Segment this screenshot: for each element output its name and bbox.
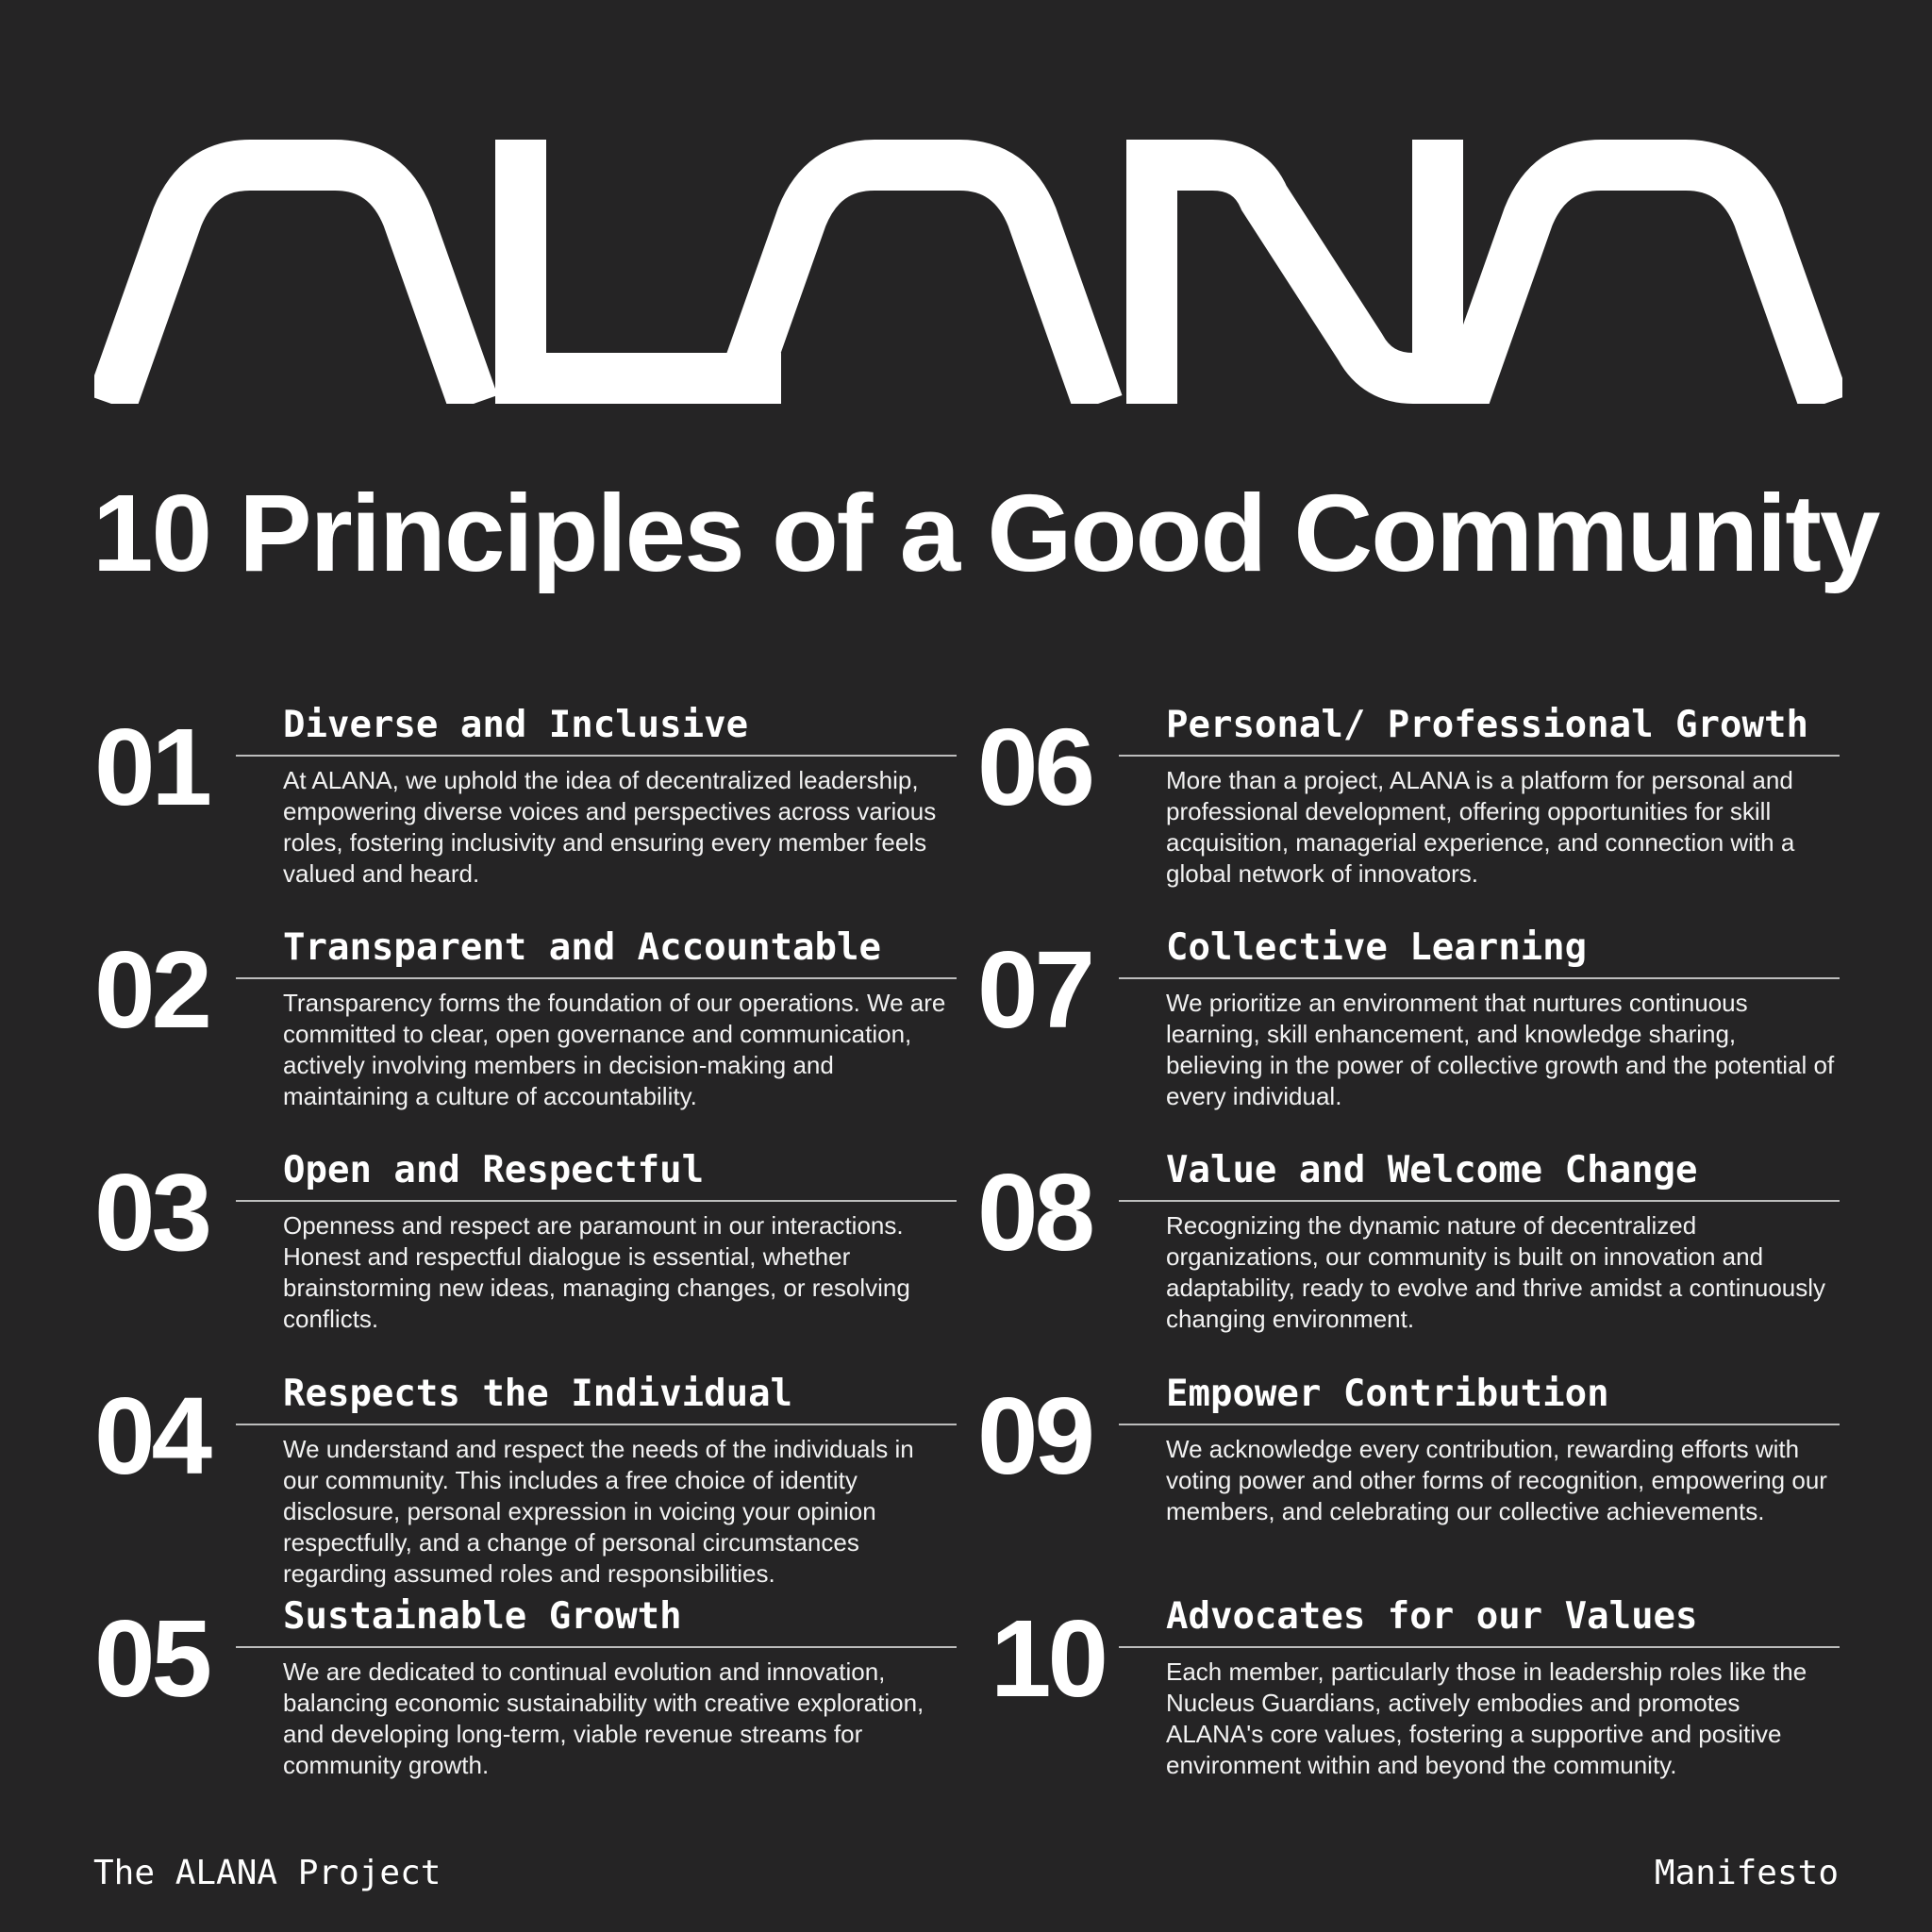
divider (236, 977, 957, 979)
principle-number: 07 (977, 928, 1092, 1051)
principle-02 (94, 926, 946, 1152)
alana-logo (94, 140, 1842, 404)
principle-title: Transparent and Accountable (283, 926, 881, 969)
divider (236, 1200, 957, 1202)
principle-title: Open and Respectful (283, 1149, 705, 1191)
principle-number: 05 (94, 1597, 209, 1720)
divider (236, 1424, 957, 1425)
principle-description: We prioritize an environment that nurtures continuous learning, skill enhancement, and knowledge sharing, believing in the power of collective growth and the potential of every individual. (1166, 989, 1835, 1110)
principle-number: 09 (977, 1374, 1092, 1497)
principle-number: 04 (94, 1374, 209, 1497)
principle-description: We are dedicated to continual evolution and innovation, balancing economic sustainability with creative exploration, and developing long-term, viable revenue streams for community growth. (283, 1657, 924, 1779)
logo-letter-n (1152, 140, 1438, 404)
principle-title: Sustainable Growth (283, 1595, 682, 1638)
principle-description: Recognizing the dynamic nature of decentralized organizations, our community is built on innovation and adaptability, ready to evolve and thrive amidst a continuously changing environment. (1166, 1211, 1826, 1333)
principle-number: 02 (94, 928, 209, 1051)
divider (1119, 977, 1840, 979)
principle-description: Each member, particularly those in leadership roles like the Nucleus Guardians, actively embodies and promotes ALANA's core values, fostering a supportive and positive environment within and beyond the community. (1166, 1657, 1807, 1779)
principle-title: Diverse and Inclusive (283, 704, 749, 746)
principle-description: Openness and respect are paramount in our interactions. Honest and respectful dialogue is essential, whether brainstorming new ideas, managing changes, or resolving conflicts. (283, 1211, 910, 1333)
principle-number: 08 (977, 1151, 1092, 1274)
principle-description: We acknowledge every contribution, rewarding efforts with voting power and other forms of recognition, empowering our members, and celebrating our collective achievements. (1166, 1435, 1827, 1525)
principle-08 (977, 1149, 1826, 1374)
principle-06 (977, 704, 1826, 929)
logo-letter-a-1 (111, 165, 474, 404)
principle-07 (977, 926, 1835, 1152)
logo-letter-a-2 (736, 165, 1098, 404)
principle-01 (94, 704, 943, 929)
principle-number: 01 (94, 706, 209, 828)
principle-title: Value and Welcome Change (1166, 1149, 1698, 1191)
footer-project-name: The ALANA Project (93, 1854, 441, 1892)
principle-title: Advocates for our Values (1166, 1595, 1698, 1638)
divider (236, 755, 957, 757)
divider (1119, 1646, 1840, 1648)
principle-description: At ALANA, we uphold the idea of decentralized leadership, empowering diverse voices and perspectives across various roles, fostering inclusivity and ensuring every member feels valued and heard. (283, 766, 937, 888)
principle-04 (94, 1373, 943, 1607)
principle-description: Transparency forms the foundation of our operations. We are committed to clear, open governance and communication, actively involving members in decision-making and maintaining a culture of accountability. (283, 989, 946, 1110)
footer-document-type: Manifesto (1654, 1854, 1839, 1892)
divider (1119, 1424, 1840, 1425)
principle-title: Collective Learning (1166, 926, 1588, 969)
divider (1119, 755, 1840, 757)
divider (236, 1646, 957, 1648)
principle-title: Personal/ Professional Growth (1166, 704, 1808, 746)
principle-description: More than a project, ALANA is a platform for personal and professional development, offering opportunities for skill acquisition, managerial experience, and connection with a global network of innovators. (1166, 766, 1795, 888)
divider (1119, 1200, 1840, 1202)
principle-description: We understand and respect the needs of the individuals in our community. This includes a free choice of identity disclosure, personal expression in voicing your opinion respectfully, and a change of personal circumstances regarding assumed roles and responsibilities. (283, 1435, 914, 1588)
principle-title: Empower Contribution (1166, 1373, 1609, 1415)
logo-letter-a-3 (1462, 165, 1824, 404)
principle-09 (977, 1373, 1827, 1598)
principle-title: Respects the Individual (283, 1373, 793, 1415)
principle-05 (94, 1595, 943, 1821)
principle-number: 10 (991, 1597, 1106, 1720)
page-title: 10 Principles of a Good Community (92, 472, 1879, 594)
principle-10 (977, 1595, 1826, 1821)
principle-number: 06 (977, 706, 1092, 828)
principle-number: 03 (94, 1151, 209, 1274)
principle-03 (94, 1149, 943, 1374)
